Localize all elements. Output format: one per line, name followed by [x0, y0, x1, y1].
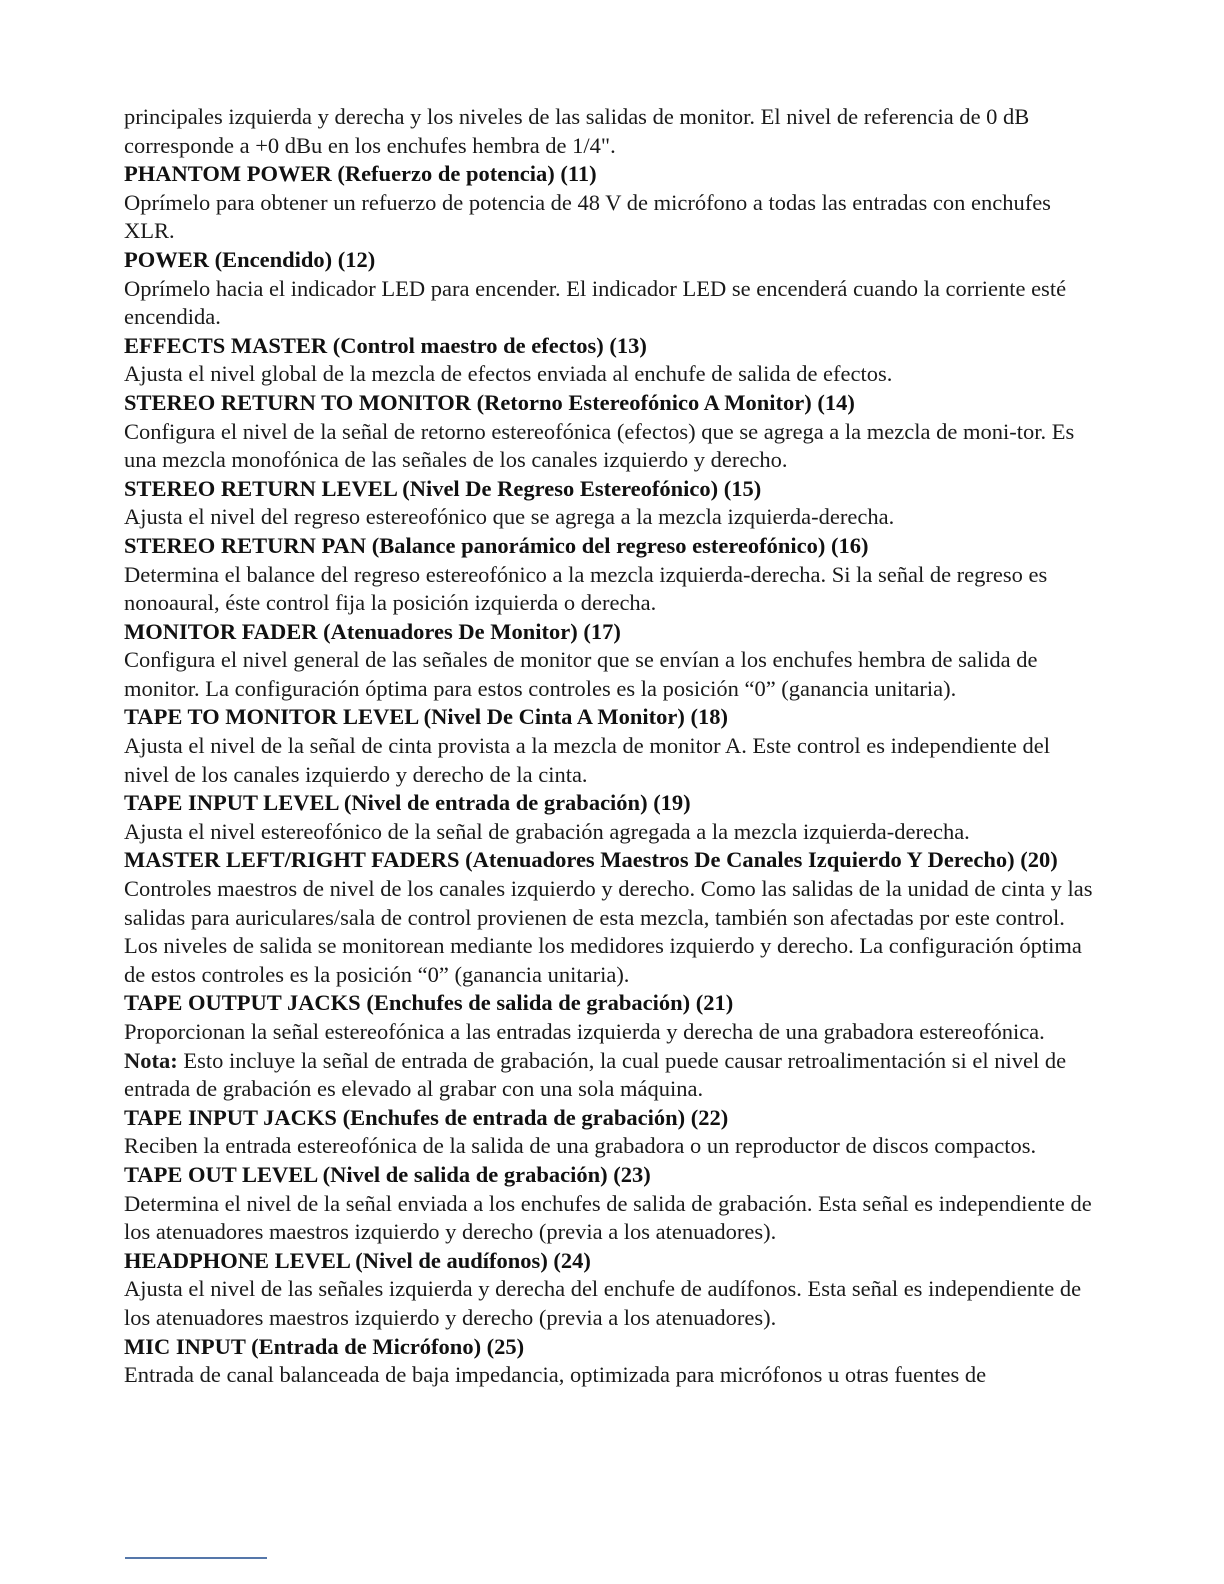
section-text: Configura el nivel de la señal de retorno estereofónica (efectos) que se agrega a la mezcla de moni-tor. Es una mezcla monofónica de las señales de los canales izquierdo y derecho. — [124, 418, 1075, 473]
note-paragraph — [124, 1047, 1099, 1104]
section-text: Ajusta el nivel global de la mezcla de efectos enviada al enchufe de salida de efectos. — [124, 361, 893, 387]
section-master-left-right-faders — [124, 846, 1099, 989]
section-phantom-power — [124, 160, 1099, 246]
section-heading: STEREO RETURN PAN (Balance panorámico del regreso estereofónico) (16) — [124, 532, 869, 558]
section-heading: HEADPHONE LEVEL (Nivel de audífonos) (24) — [124, 1247, 591, 1273]
section-text: Ajusta el nivel de la señal de cinta provista a la mezcla de monitor A. Este control es independiente del nivel de los canales izquierdo y derecho de la cinta. — [124, 733, 1050, 787]
footer-rule — [125, 1557, 267, 1559]
section-power — [124, 246, 1099, 332]
section-text: Configura el nivel general de las señales de monitor que se envían a los enchufes hembra de salida de monitor. La configuración óptima para estos controles es la posición “0” (ganancia unitaria). — [124, 647, 1038, 701]
section-text: Determina el balance del regreso estereofónico a la mezcla izquierda-derecha. Si la señal de regreso es nonoaural, éste control fija la posición izquierda o derecha. — [124, 561, 1048, 616]
note-text: Esto incluye la señal de entrada de grabación, la cual puede causar retroalimentación si el nivel de entrada de grabación es elevado al grabar con una sola máquina. — [124, 1047, 1067, 1102]
section-heading: TAPE INPUT JACKS (Enchufes de entrada de grabación) (22) — [124, 1104, 729, 1130]
section-text: Proporcionan la señal estereofónica a las entradas izquierda y derecha de una grabadora estereofónica. — [124, 1019, 1045, 1044]
section-heading: PHANTOM POWER (Refuerzo de potencia) (11) — [124, 161, 597, 187]
document-page — [124, 103, 1099, 1390]
section-tape-out-level — [124, 1161, 1099, 1247]
section-stereo-return-pan — [124, 532, 1099, 618]
section-stereo-return-to-monitor — [124, 389, 1099, 475]
section-heading: TAPE TO MONITOR LEVEL (Nivel De Cinta A Monitor) (18) — [124, 704, 728, 730]
section-heading: STEREO RETURN LEVEL (Nivel De Regreso Estereofónico) (15) — [124, 475, 762, 501]
section-text: Oprímelo para obtener un refuerzo de potencia de 48 V de micrófono a todas las entradas con enchufes XLR. — [124, 189, 1051, 244]
section-heading: TAPE OUT LEVEL (Nivel de salida de grabación) (23) — [124, 1161, 651, 1187]
section-tape-to-monitor-level — [124, 703, 1099, 789]
section-heading: POWER (Encendido) (12) — [124, 246, 376, 272]
section-text: Determina el nivel de la señal enviada a los enchufes de salida de grabación. Esta señal es independiente de los atenuadores maestros izquierdo y derecho (previa a los atenuadores). — [124, 1190, 1092, 1245]
section-heading: MASTER LEFT/RIGHT FADERS (Atenuadores Maestros De Canales Izquierdo Y Derecho) (20) — [124, 847, 1058, 873]
section-heading: TAPE OUTPUT JACKS (Enchufes de salida de grabación) (21) — [124, 990, 734, 1016]
note-label: Nota: — [124, 1047, 178, 1073]
section-tape-input-level — [124, 789, 1099, 846]
section-heading: MIC INPUT (Entrada de Micrófono) (25) — [124, 1333, 525, 1359]
section-heading: TAPE INPUT LEVEL (Nivel de entrada de grabación) (19) — [124, 790, 691, 816]
intro-paragraph: principales izquierda y derecha y los niveles de las salidas de monitor. El nivel de referencia de 0 dB corresponde a +0 dBu en los enchufes hembra de 1/4". — [124, 104, 1030, 158]
section-monitor-fader — [124, 618, 1099, 704]
section-heading: STEREO RETURN TO MONITOR (Retorno Estereofónico A Monitor) (14) — [124, 389, 855, 415]
section-tape-output-jacks — [124, 989, 1099, 1046]
section-tape-input-jacks — [124, 1104, 1099, 1161]
section-heading: MONITOR FADER (Atenuadores De Monitor) (17) — [124, 618, 621, 644]
section-text: Ajusta el nivel de las señales izquierda y derecha del enchufe de audífonos. Esta señal es independiente de los atenuadores maestros izquierdo y derecho (previa a los atenuadores). — [124, 1276, 1082, 1330]
section-heading: EFFECTS MASTER (Control maestro de efectos) (13) — [124, 332, 647, 358]
section-text: Ajusta el nivel estereofónico de la señal de grabación agregada a la mezcla izquierda-derecha. — [124, 818, 970, 844]
section-text: Entrada de canal balanceada de baja impedancia, optimizada para micrófonos u otras fuentes de — [124, 1362, 987, 1388]
section-headphone-level — [124, 1247, 1099, 1333]
section-mic-input — [124, 1333, 1099, 1390]
section-text: Controles maestros de nivel de los canales izquierdo y derecho. Como las salidas de la unidad de cinta y las salidas para auriculares/sala de control provienen de esta mezcla, también son afectadas por este control. Los niveles de salida se monitorean mediante los medidores izquierdo y derecho. La configuración óptima de estos controles es la posición “0” (ganancia unitaria). — [124, 876, 1093, 987]
section-text: Oprímelo hacia el indicador LED para encender. El indicador LED se encenderá cuando la corriente esté encendida. — [124, 275, 1067, 330]
section-effects-master — [124, 332, 1099, 389]
section-text: Ajusta el nivel del regreso estereofónico que se agrega a la mezcla izquierda-derecha. — [124, 504, 895, 530]
section-text: Reciben la entrada estereofónica de la salida de una grabadora o un reproductor de discos compactos. — [124, 1133, 1037, 1159]
section-stereo-return-level — [124, 475, 1099, 532]
